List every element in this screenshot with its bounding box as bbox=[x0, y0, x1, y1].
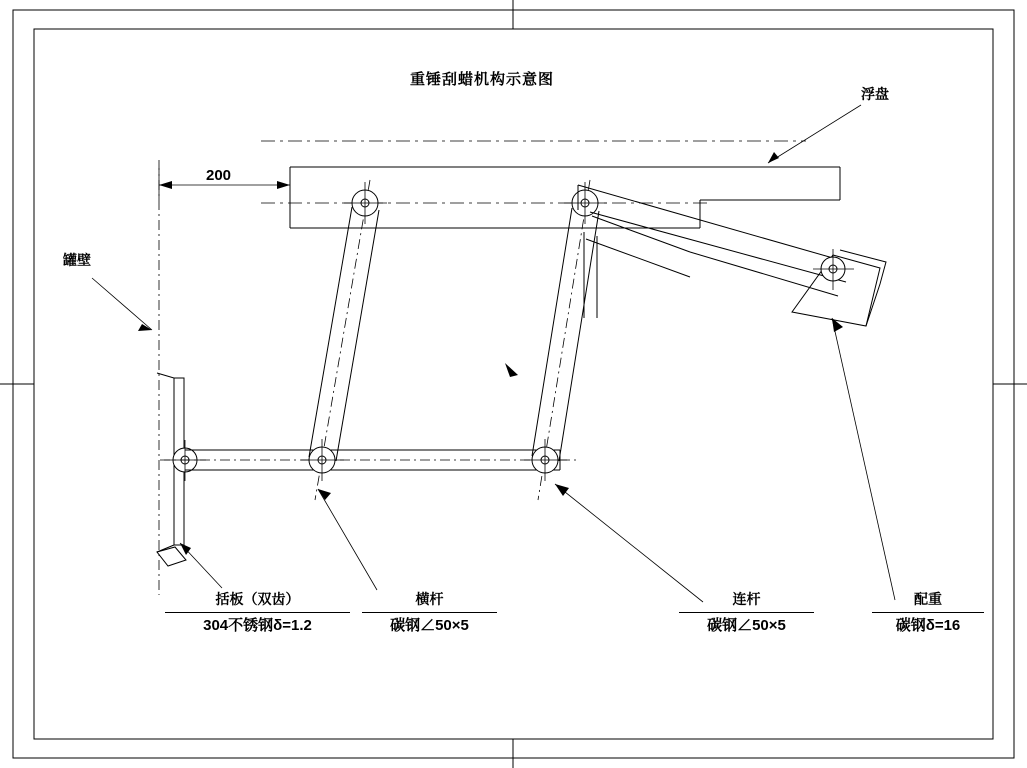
centre-pointer-mark bbox=[505, 363, 518, 377]
callout-scraper bbox=[165, 589, 350, 635]
dimension-label-200: 200 bbox=[206, 167, 232, 184]
callout-connecting-rod-rule bbox=[679, 611, 814, 613]
label-tank-wall: 罐壁 bbox=[63, 252, 91, 268]
callout-scraper-spec: 304不锈钢δ=1.2 bbox=[203, 617, 312, 634]
drawing-title: 重锤刮蜡机构示意图 bbox=[410, 71, 555, 88]
float-pan-leader bbox=[768, 105, 861, 163]
callout-cross-bar bbox=[362, 589, 497, 635]
callout-connecting-rod-spec: 碳钢∠50×5 bbox=[707, 617, 786, 634]
callout-counterweight bbox=[872, 589, 984, 635]
callout-counterweight-rule bbox=[872, 611, 984, 613]
callout-counterweight-title: 配重 bbox=[914, 591, 942, 607]
callout-cross-bar-title: 横杆 bbox=[415, 591, 444, 607]
callout-connecting-rod bbox=[679, 589, 814, 635]
float-pan-geometry bbox=[261, 141, 840, 228]
cross-bar-geometry bbox=[160, 450, 578, 470]
label-float-pan: 浮盘 bbox=[861, 86, 889, 102]
counterweight-arm-frame bbox=[578, 185, 846, 318]
tank-wall-leader bbox=[92, 278, 152, 331]
callout-scraper-title: 括板（双齿） bbox=[215, 591, 300, 607]
counterweight-block bbox=[792, 249, 886, 326]
callout-cross-bar-spec: 碳钢∠50×5 bbox=[390, 617, 469, 634]
callout-connecting-rod-title: 连杆 bbox=[732, 591, 761, 607]
callout-scraper-rule bbox=[165, 611, 350, 613]
callout-counterweight-spec: 碳钢δ=16 bbox=[895, 617, 961, 634]
callout-cross-bar-rule bbox=[362, 611, 497, 613]
